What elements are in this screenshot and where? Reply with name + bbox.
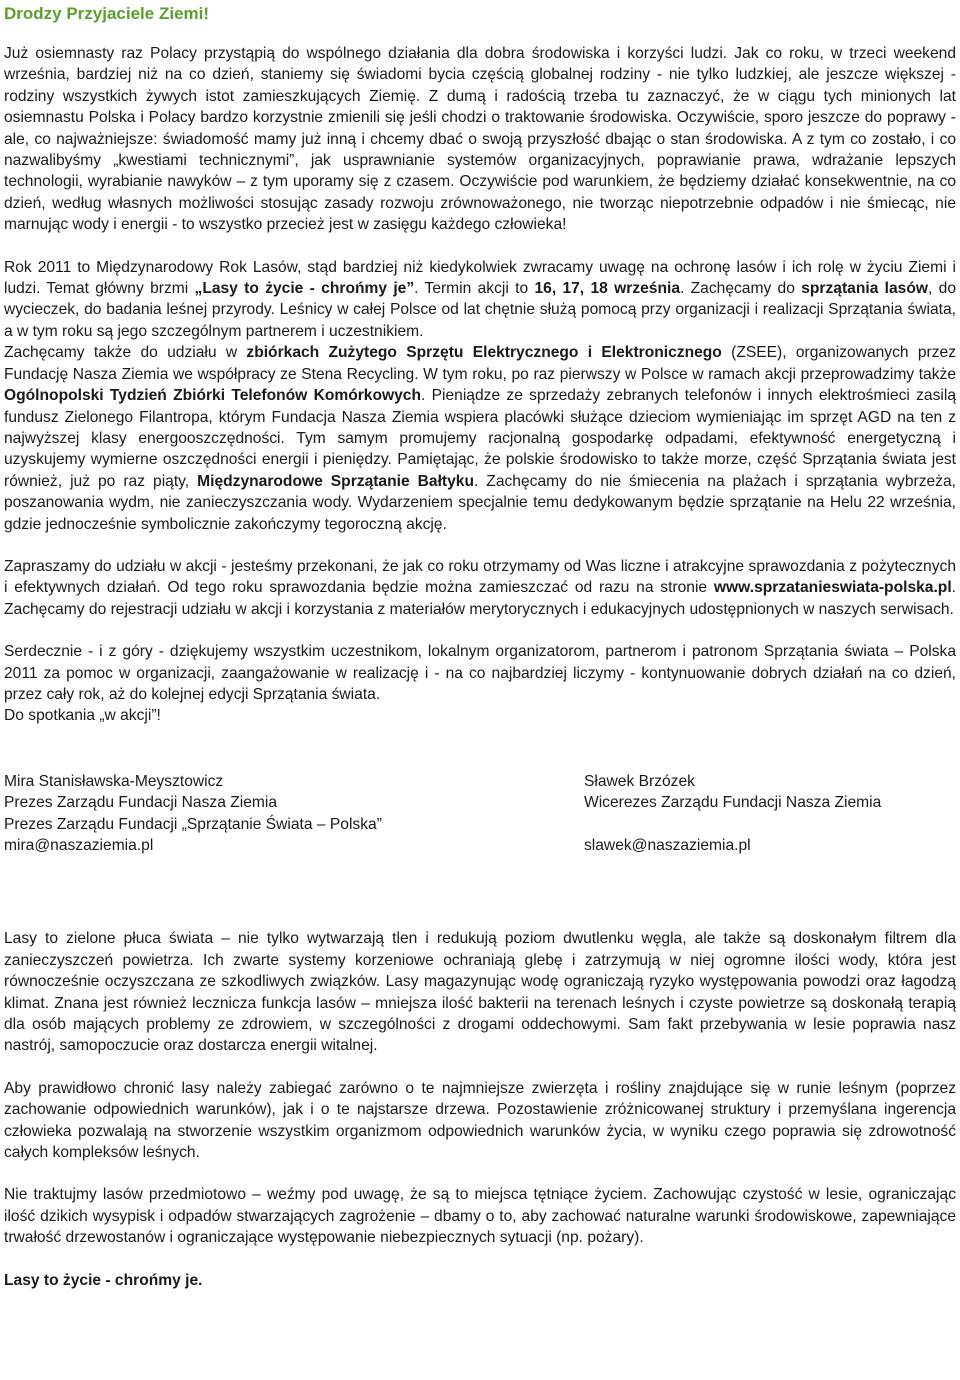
text-run: , do wycieczek, do badania leśnej przyrody. Leśnicy w całej Polsce od lat chętnie służą pomocą przy organizacji i realizacji Sprzątania świata, a w tym roku są jego szczególnym partnerem i uczestnikiem.	[4, 280, 957, 340]
text-run: Już osiemnasty raz Polacy przystąpią do wspólnego działania dla dobra środowiska i korzyści ludzi. Jak co roku, w trzeci weekend września, bardziej niż na co dzień, staniemy się świadomi bycia częścią globalnej rodziny - nie tylko ludzkiej, ale jeszcze większej - rodziny wszystkich żywych istot zamieszkujących Ziemię. Z dumą i radością trzeba tu zaznaczyć, że w ciągu tych minionych lat osiemnastu Polska i Polacy bardzo korzystnie zmienili się jeśli chodzi o traktowanie środowiska. Oczywiście, sporo jeszcze do poprawy - ale, co najważniejsze: świadomość mamy już inną i chcemy dbać o swoją przyszłość dbając o stan środowiska. A z tym co zostało, i co nazwalibyśmy „kwestiami technicznymi”, jak usprawnianie systemów organizacyjnych, poprawianie prawa, wdrażanie lepszych technologii, wyrabianie nawyków – z tym uporamy się z czasem. Oczywiście pod warunkiem, że będziemy działać konsekwentnie, na co dzień, według własnych możliwości stosując zasady rozwoju zrównoważonego, nie tworząc niepotrzebnie odpadów i nie śmiecąc, nie marnując wody i energii - to wszystko przecież jest w zasięgu każdego człowieka!	[4, 45, 956, 234]
emphasis-text: sprzątania lasów	[801, 280, 929, 298]
signer-name: Mira Stanisławska-Meysztowicz	[4, 772, 224, 790]
signer-role: Wicerezes Zarządu Fundacji Nasza Ziemia	[584, 794, 882, 812]
emphasis-text: 16, 17, 18 września	[534, 280, 680, 298]
paragraph-forest-life	[4, 1184, 956, 1248]
spacer	[4, 535, 956, 556]
signer-email: slawek@naszaziemia.pl	[584, 836, 751, 854]
text-run: . Pieniądze ze sprzedaży zebranych telefonów i innych elektrośmieci zasilą fundusz Zielonego Filantropa, którym Fundacja Nasza Ziemia wspiera placówki służące dzieciom wymieniając im sprzęt AGD na ten z najwyższej klasy energooszczędności. Tym samym promujemy racjonalną gospodarkę odpadami, efektywność energetyczną i uzyskujemy wymierne oszczędności energii i pieniędzy. Pamiętając, że polskie środowisko to także morze, część Sprzątania świata jest również, już po raz piąty,	[4, 387, 956, 490]
spacer	[4, 727, 956, 771]
final-slogan	[4, 1270, 956, 1291]
spacer	[4, 236, 956, 257]
spacer	[4, 1249, 956, 1270]
text-run: (ZSEE), organizowanych przez Fundację Nasza Ziemia we współpracy ze Stena Recycling. W tym roku, po raz pierwszy w Polsce w ramach akcji przeprowadzimy także	[4, 344, 956, 383]
paragraph-forest-lungs	[4, 928, 956, 1056]
paragraph-forest-year	[4, 257, 956, 343]
paragraph-invitation	[4, 556, 956, 620]
emphasis-text: Międzynarodowe Sprzątanie Bałtyku	[197, 472, 474, 490]
spacer	[4, 620, 956, 641]
emphasis-text: „Lasy to życie - chrońmy je”	[194, 280, 415, 298]
spacer	[4, 1057, 956, 1078]
greeting-heading: Drodzy Przyjaciele Ziemi!	[4, 4, 210, 23]
paragraph-collections	[4, 342, 956, 535]
spacer	[4, 856, 956, 928]
text-run: Serdecznie - i z góry - dziękujemy wszystkim uczestnikom, lokalnym organizatorom, partnerom i patronom Sprzątania świata – Polska 2011 za pomoc w organizacji, zaangażowanie w realizację i - na co najbardziej liczymy - kontynuowanie dobrych działań na co dzień, przez cały rok, aż do kolejnej edycji Sprzątania świata.	[4, 643, 956, 703]
text-run: . Zachęcamy do rejestracji udziału w akcji i korzystania z materiałów merytorycznych i edukacyjnych udostępnionych w naszych serwisach.	[4, 579, 956, 618]
signer-role: Prezes Zarządu Fundacji „Sprzątanie Świata – Polska”	[4, 815, 382, 833]
text-run: Zachęcamy także do udziału w	[4, 344, 247, 362]
text-run: Lasy to zielone płuca świata – nie tylko wytwarzają tlen i redukują poziom dwutlenku węgla, ale także są doskonałym filtrem dla zanieczyszczeń powietrza. Ich zwarte systemy korzeniowe ochraniają glebę i zatrzymują w niej ogromne ilości wody, która jest równocześnie oczyszczana ze szkodliwych związków. Lasy magazynując wodę ograniczają ryzyko występowania powodzi oraz łagodzą klimat. Znana jest również lecznicza funkcja lasów – mniejsza ilość bakterii na terenach leśnych i czyste powietrze są doskonałą terapią dla osób mających problemy ze zdrowiem, w szczególności z drogami oddechowymi. Sam fakt przebywania w lesie poprawia nasz nastrój, samopoczucie oraz dostarcza energii witalnej.	[4, 930, 956, 1055]
text-run: Zapraszamy do udziału w akcji - jesteśmy przekonani, że jak co roku otrzymamy od Was liczne i atrakcyjne sprawozdania z pożytecznych i efektywnych działań. Od tego roku sprawozdania będzie można zamieszczać od razu na stronie	[4, 557, 956, 597]
paragraph-thanks	[4, 641, 956, 705]
final-slogan-text: Lasy to życie - chrońmy je.	[4, 1271, 203, 1289]
signature-left	[4, 771, 584, 857]
signer-role	[584, 814, 956, 835]
signature-right	[584, 771, 956, 857]
text-run: . Termin akcji to	[414, 280, 535, 298]
signatures	[4, 771, 956, 857]
signer-email: mira@naszaziemia.pl	[4, 837, 154, 854]
text-run: Aby prawidłowo chronić lasy należy zabiegać zarówno o te najmniejsze zwierzęta i rośliny znajdujące się w runie leśnym (poprzez zachowanie odpowiednich warunków), jak i o te najstarsze drzewa. Pozostawienie zróżnicowanej struktury i przemyślana ingerencja człowieka pozwalają na stworzenie wszystkim organizmom odpowiednich warunków życia, w wyniku czego poprawia się zdrowotność całych kompleksów leśnych.	[4, 1079, 956, 1162]
signer-role: Prezes Zarządu Fundacji Nasza Ziemia	[4, 794, 277, 812]
text-run: . Zachęcamy do nie śmiecenia na plażach i sprzątania wybrzeża, poszanowania wydm, nie zanieczyszczania wody. Wydarzeniem specjalnie temu dedykowanym będzie sprzątanie na Helu 22 września, gdzie jednocześnie symbolicznie zakończymy tegoroczną akcję.	[4, 472, 956, 533]
emphasis-text: Ogólnopolski Tydzień Zbiórki Telefonów Komórkowych	[4, 387, 422, 405]
emphasis-text: www.sprzatanieswiata-polska.pl	[713, 579, 952, 597]
paragraph-intro	[4, 43, 956, 236]
closing-line: Do spotkania „w akcji”!	[4, 707, 161, 725]
text-run: . Zachęcamy do	[680, 280, 802, 298]
emphasis-text: zbiórkach Zużytego Sprzętu Elektrycznego i Elektronicznego	[246, 344, 722, 362]
text-run: Rok 2011 to Międzynarodowy Rok Lasów, stąd bardziej niż kiedykolwiek zwracamy uwagę na ochronę lasów i ich rolę w życiu Ziemi i ludzi. Temat główny brzmi	[4, 258, 956, 298]
signer-name: Sławek Brzózek	[584, 772, 695, 790]
spacer	[4, 1163, 956, 1184]
paragraph-forest-protection	[4, 1078, 956, 1164]
text-run: Nie traktujmy lasów przedmiotowo – weźmy pod uwagę, że są to miejsca tętniące życiem. Zachowując czystość w lesie, ograniczając ilość dzikich wysypisk i odpadów stwarzających zagrożenie – dbamy o to, aby zachować naturalne warunki środowiskowe, zapewniające trwałość drzewostanów i ograniczające występowanie niebezpiecznych sytuacji (np. pożary).	[4, 1186, 956, 1247]
